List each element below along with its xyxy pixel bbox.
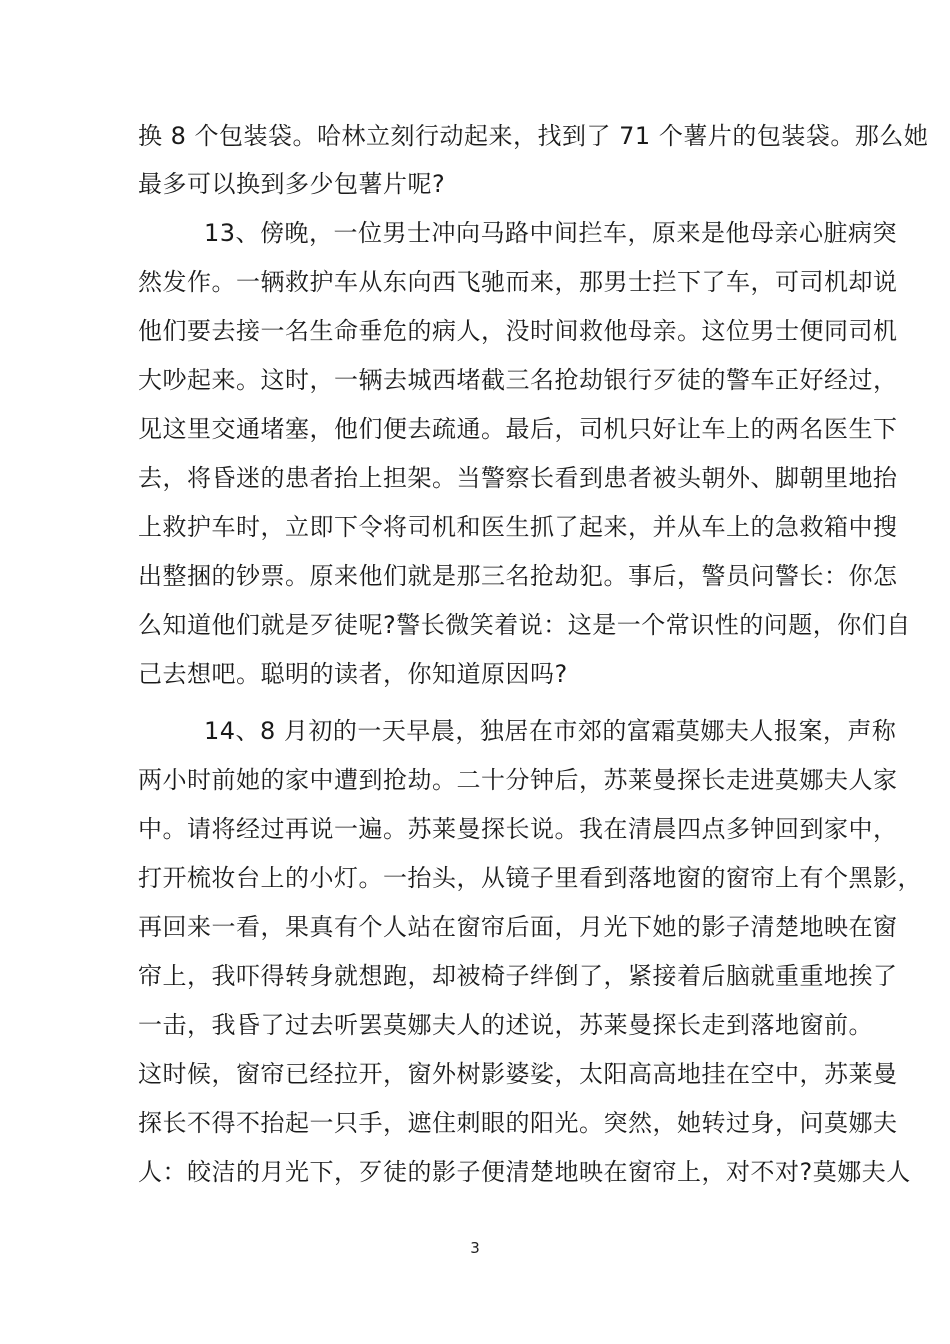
text-line: 两小时前她的家中遭到抢劫。二十分钟后，苏莱曼探长走进莫娜夫人家 (138, 766, 898, 794)
paragraph-14-start: 14、8 月初的一天早晨，独居在市郊的富霜莫娜夫人报案，声称 (204, 717, 897, 745)
paragraph-13-start: 13、傍晚，一位男士冲向马路中间拦车，原来是他母亲心脏病突 (204, 219, 898, 247)
text-line: 他们要去接一名生命垂危的病人，没时间救他母亲。这位男士便同司机 (138, 317, 898, 345)
text-line: 么知道他们就是歹徒呢?警长微笑着说：这是一个常识性的问题，你们自 (138, 611, 911, 639)
text-line: 人：皎洁的月光下，歹徒的影子便清楚地映在窗帘上，对不对?莫娜夫人 (138, 1158, 911, 1186)
text-line: 一击，我昏了过去听罢莫娜夫人的述说，苏莱曼探长走到落地窗前。 (138, 1011, 873, 1039)
text-line: 见这里交通堵塞，他们便去疏通。最后，司机只好让车上的两名医生下 (138, 415, 898, 443)
text-line: 打开梳妆台上的小灯。一抬头，从镜子里看到落地窗的窗帘上有个黑影， (138, 864, 922, 892)
text-line: 出整捆的钞票。原来他们就是那三名抢劫犯。事后，警员问警长：你怎 (138, 562, 898, 590)
page-number: 3 (470, 1239, 480, 1257)
text-line: 这时候，窗帘已经拉开，窗外树影婆娑，太阳高高地挂在空中，苏莱曼 (138, 1060, 898, 1088)
text-line: 最多可以换到多少包薯片呢? (138, 170, 446, 198)
text-line: 探长不得不抬起一只手，遮住刺眼的阳光。突然，她转过身，问莫娜夫 (138, 1109, 898, 1137)
text-line: 中。请将经过再说一遍。苏莱曼探长说。我在清晨四点多钟回到家中， (138, 815, 898, 843)
text-line: 然发作。一辆救护车从东向西飞驰而来，那男士拦下了车，可司机却说 (138, 268, 898, 296)
text-line: 大吵起来。这时，一辆去城西堵截三名抢劫银行歹徒的警车正好经过， (138, 366, 898, 394)
text-line: 去，将昏迷的患者抬上担架。当警察长看到患者被头朝外、脚朝里地抬 (138, 464, 898, 492)
text-line: 再回来一看，果真有个人站在窗帘后面，月光下她的影子清楚地映在窗 (138, 913, 898, 941)
text-line: 上救护车时，立即下令将司机和医生抓了起来，并从车上的急救箱中搜 (138, 513, 898, 541)
text-line: 换 8 个包装袋。哈林立刻行动起来，找到了 71 个薯片的包装袋。那么她 (138, 122, 929, 150)
text-line: 帘上，我吓得转身就想跑，却被椅子绊倒了，紧接着后脑就重重地挨了 (138, 962, 898, 990)
text-line: 己去想吧。聪明的读者，你知道原因吗? (138, 660, 568, 688)
